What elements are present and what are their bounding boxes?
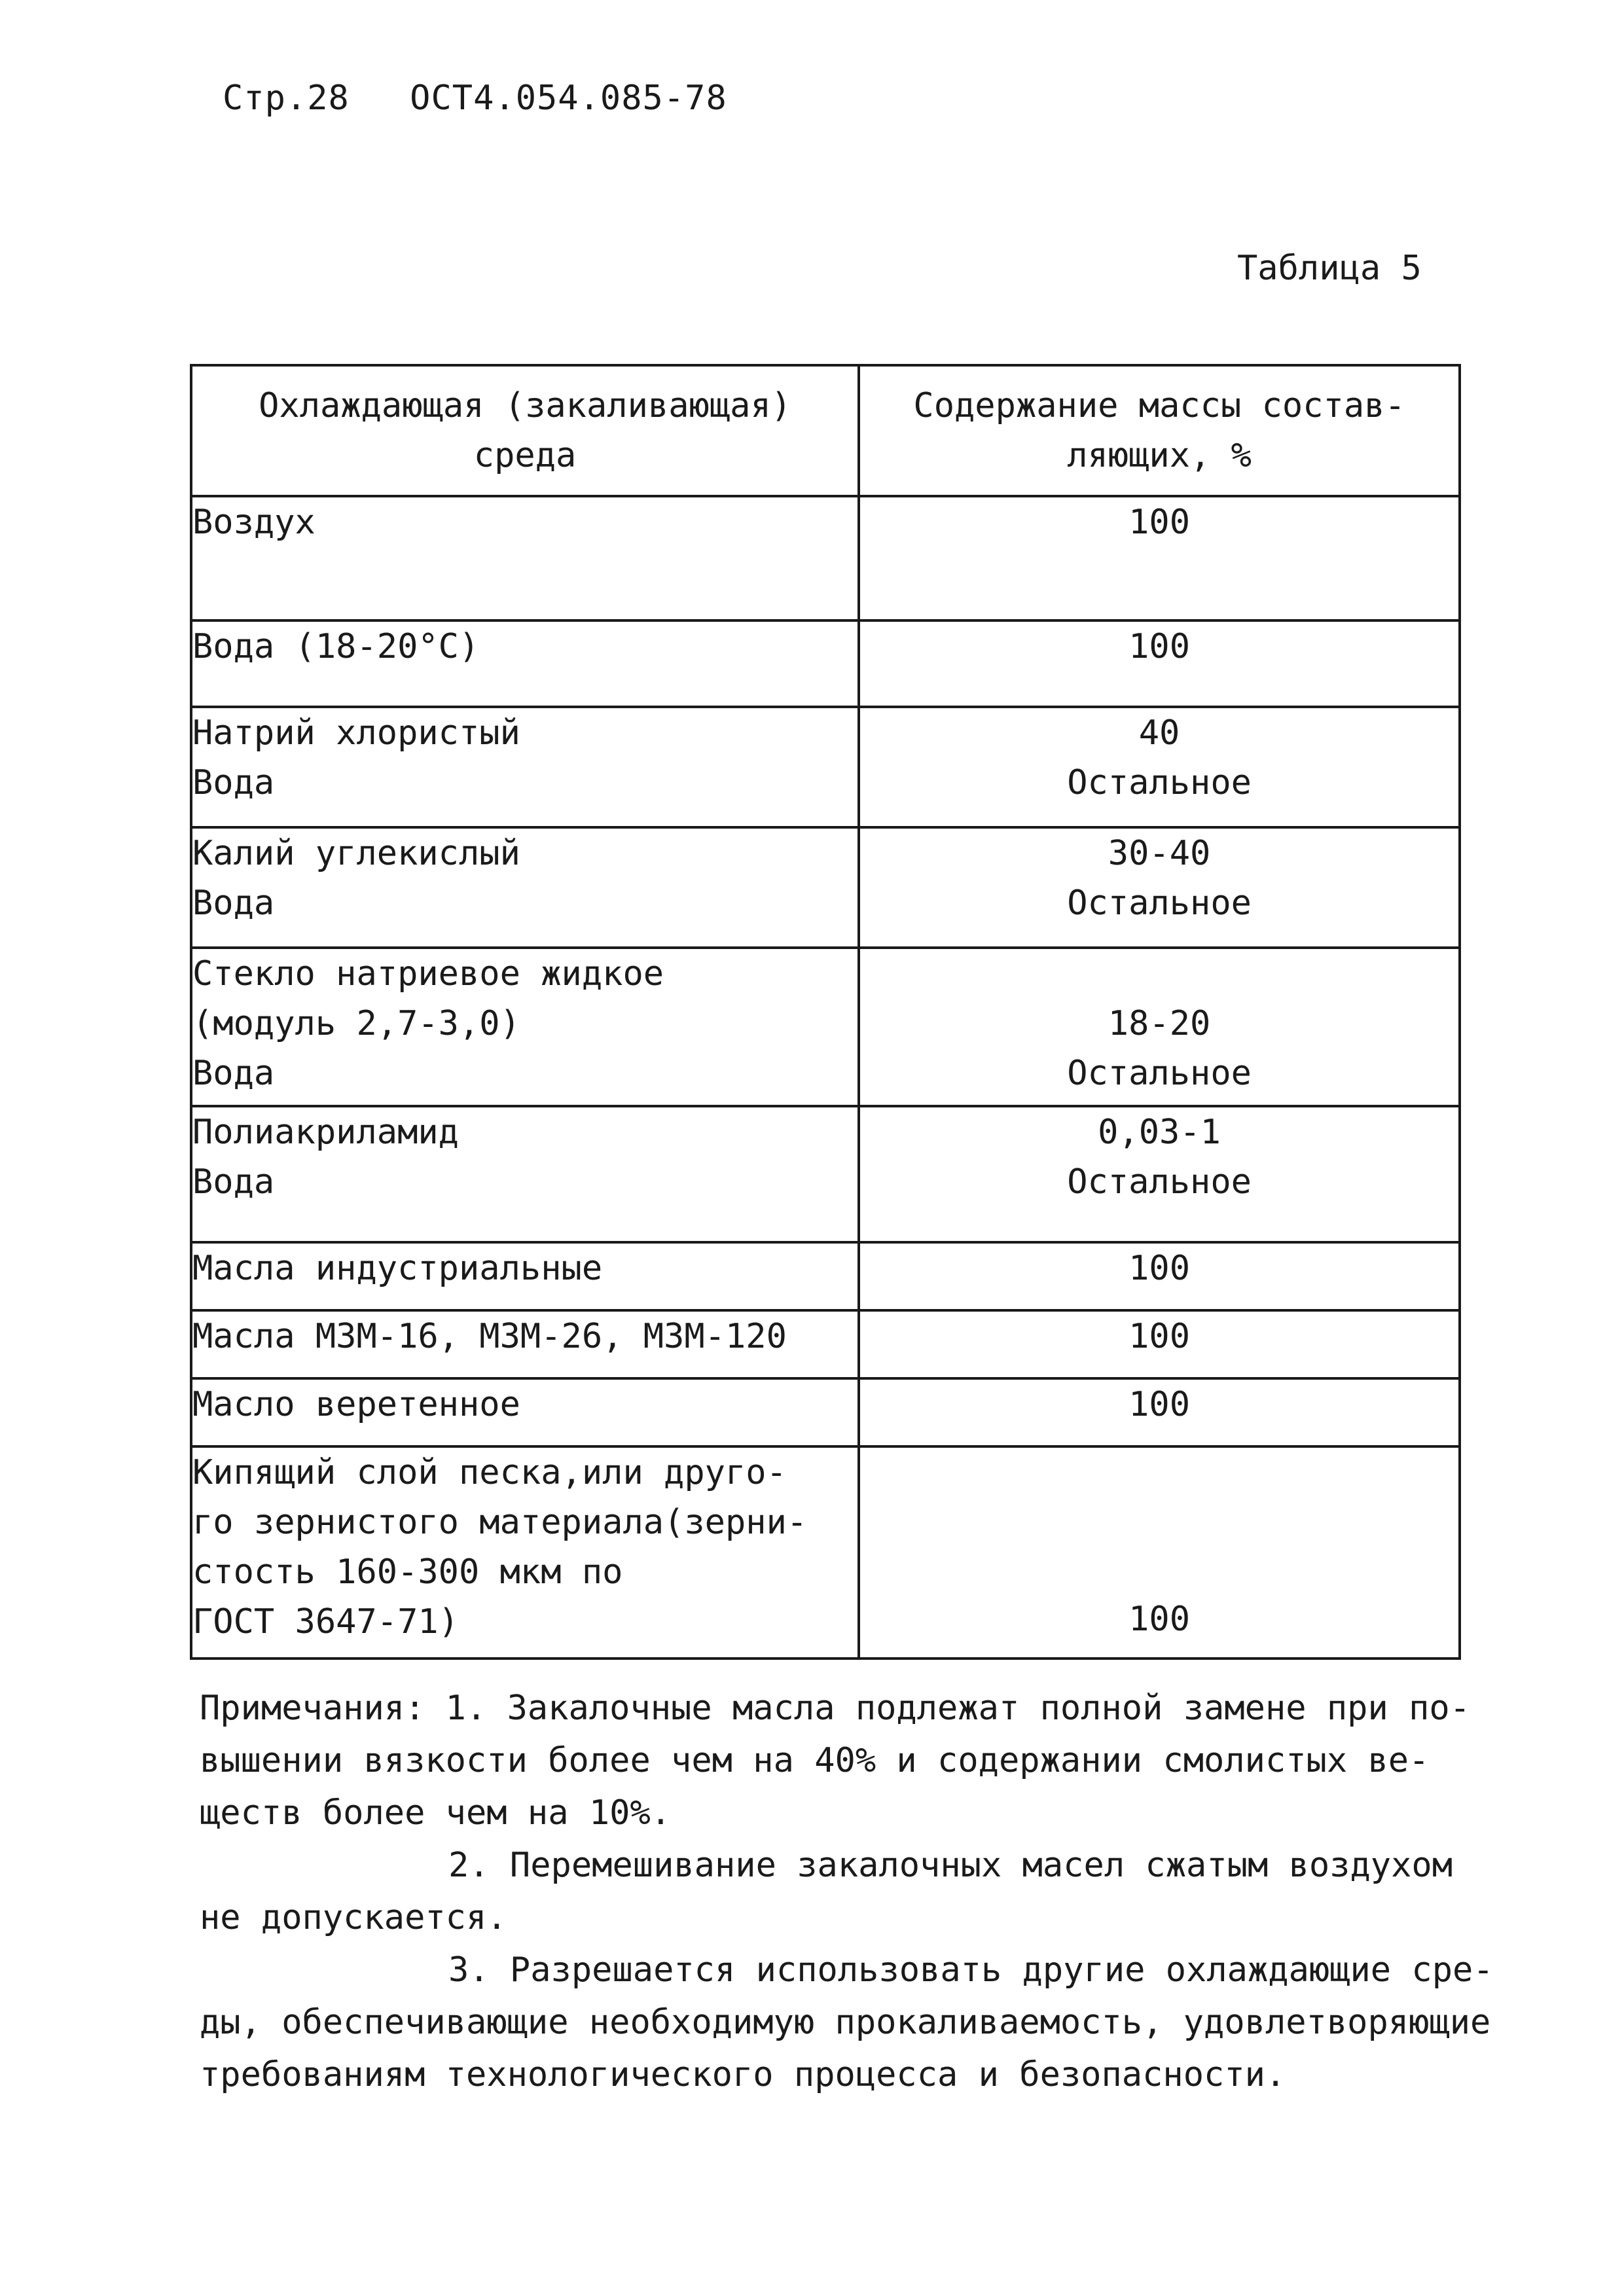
medium-cell: [191, 948, 859, 1106]
medium-text: Масло веретенное: [192, 1385, 520, 1424]
column-header-medium: [191, 365, 859, 496]
table-row: [191, 620, 1460, 707]
value-text: 100: [1128, 503, 1191, 542]
note-3-line: требованиям технологического процесса и безопасности.: [200, 2055, 1286, 2094]
column-header-content: [859, 365, 1460, 496]
value-cell: [859, 827, 1460, 948]
medium-cell: [191, 496, 859, 620]
value-text: 100: [1128, 1317, 1191, 1356]
note-3-line: ды, обеспечивающие необходимую прокаливаемость, удовлетворяющие: [200, 2003, 1491, 2042]
medium-text: Калий углекислый: [192, 834, 520, 873]
value-text: 100: [1128, 627, 1191, 666]
value-text: 100: [1128, 1385, 1191, 1424]
cooling-media-table: [190, 364, 1461, 1660]
table-row: [191, 1106, 1460, 1242]
medium-text: го зернистого материала(зерни-: [192, 1503, 808, 1542]
medium-text: Вода (18-20°С): [192, 627, 480, 666]
medium-cell: [191, 1446, 859, 1659]
medium-cell: [191, 620, 859, 707]
note-1-line: вышении вязкости более чем на 40% и содержании смолистых ве-: [200, 1741, 1430, 1780]
medium-cell: [191, 827, 859, 948]
value-cell: [859, 1310, 1460, 1378]
page-header: [223, 79, 767, 118]
medium-text: Воздух: [192, 503, 316, 542]
value-cell: [859, 1106, 1460, 1242]
medium-text: Масла индустриальные: [192, 1249, 603, 1288]
value-cell: [859, 1242, 1460, 1310]
note-3-line: 3. Разрешается использовать другие охлаждающие сре-: [448, 1950, 1494, 1990]
table-row: [191, 1310, 1460, 1378]
medium-text: Полиакриламид: [192, 1113, 459, 1152]
value-cell: [859, 1378, 1460, 1446]
table-row: [191, 1446, 1460, 1659]
notes-section: [200, 1682, 1494, 2101]
note-1-line: ществ более чем на 10%.: [200, 1793, 672, 1833]
note-1-line: Примечания: 1. Закалочные масла подлежат полной замене при по-: [200, 1689, 1471, 1728]
medium-cell: [191, 1310, 859, 1378]
medium-text: стость 160-300 мкм по: [192, 1552, 623, 1592]
page-number: Стр.28: [223, 79, 350, 118]
medium-cell: [191, 1378, 859, 1446]
value-text: Остальное: [1067, 763, 1252, 802]
medium-text: Стекло натриевое жидкое: [192, 954, 664, 994]
value-cell: [859, 707, 1460, 827]
medium-text: Натрий хлористый: [192, 713, 520, 753]
value-text: 40: [1138, 713, 1180, 753]
value-text: 0,03-1: [1098, 1113, 1221, 1152]
medium-text: Вода: [192, 1162, 275, 1202]
medium-cell: [191, 1106, 859, 1242]
medium-text: Вода: [192, 1054, 275, 1093]
table-row: [191, 827, 1460, 948]
header-medium-line: Охлаждающая (закаливающая): [259, 386, 792, 425]
medium-text: ГОСТ 3647-71): [192, 1602, 459, 1641]
medium-text: Вода: [192, 763, 275, 802]
value-cell: [859, 496, 1460, 620]
note-2-line: 2. Перемешивание закалочных масел сжатым воздухом: [448, 1846, 1453, 1885]
value-cell: [859, 948, 1460, 1106]
value-cell: [859, 620, 1460, 707]
standard-code: ОСТ4.054.085-78: [410, 79, 727, 118]
table-row: [191, 496, 1460, 620]
medium-cell: [191, 1242, 859, 1310]
value-text: 100: [1128, 1600, 1191, 1639]
value-text: Остальное: [1067, 884, 1252, 923]
medium-text: (модуль 2,7-3,0): [192, 1004, 520, 1043]
value-text: [860, 949, 1458, 999]
table-row: [191, 1378, 1460, 1446]
table-label: Таблица 5: [1237, 249, 1422, 288]
value-cell: [859, 1446, 1460, 1659]
table-header-row: [191, 365, 1460, 496]
note-2-line: не допускается.: [200, 1898, 507, 1937]
header-content-line: ляющих, %: [1067, 436, 1252, 475]
medium-cell: [191, 707, 859, 827]
header-content-line: Содержание массы состав-: [913, 386, 1405, 425]
value-text: Остальное: [1067, 1054, 1252, 1093]
value-text: 30-40: [1108, 834, 1211, 873]
medium-text: Кипящий слой песка,или друго-: [192, 1453, 787, 1492]
header-medium-line: среда: [473, 436, 577, 475]
medium-text: Масла МЗМ-16, МЗМ-26, МЗМ-120: [192, 1317, 787, 1356]
value-text: Остальное: [1067, 1162, 1252, 1202]
table-row: [191, 1242, 1460, 1310]
table-row: [191, 948, 1460, 1106]
value-text: 18-20: [1108, 1004, 1211, 1043]
medium-text: Вода: [192, 884, 275, 923]
table-row: [191, 707, 1460, 827]
value-text: 100: [1128, 1249, 1191, 1288]
